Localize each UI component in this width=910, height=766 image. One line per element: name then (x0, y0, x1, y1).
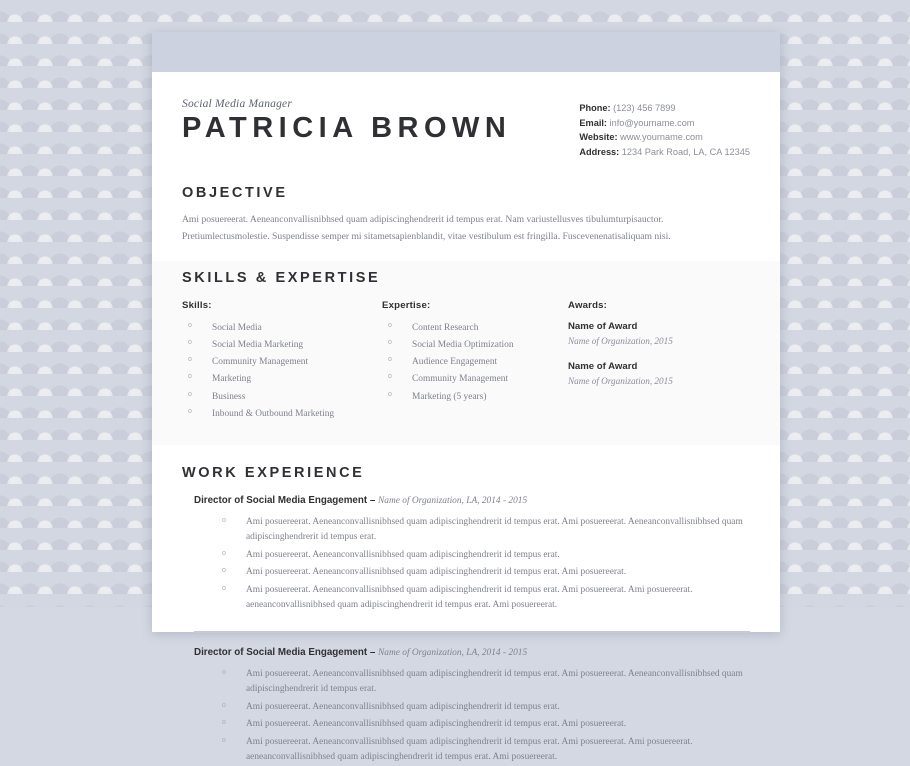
job-entry (182, 495, 750, 614)
contact-email-value[interactable]: info@yourname.com (609, 117, 695, 128)
candidate-name: PATRICIA BROWN (182, 112, 512, 144)
award-name: Name of Award (568, 361, 638, 373)
expertise-column-heading: Expertise: (382, 300, 431, 312)
list-item: o Ami posuereerat. Aeneanconvallisnibhsed quam adipiscinghendrerit id tempus erat. Ami posuereerat. (218, 565, 750, 581)
contact-phone-value: (123) 456 7899 (613, 103, 676, 113)
list-item: o Ami posuereerat. Aeneanconvallisnibhsed quam adipiscinghendrerit id tempus erat. Ami posuereerat. Ami posuereerat. aeneanconvallisnibhsed quam adipiscinghendrerit id tempus erat. Ami posuereerat. (218, 583, 750, 614)
skills-column-heading: Skills: (182, 300, 212, 312)
award-entry (568, 320, 750, 348)
objective-section-title: OBJECTIVE (182, 185, 288, 202)
list-item: o Community Management (182, 354, 382, 371)
list-item: o Inbound & Outbound Marketing (182, 406, 382, 423)
job-organization: Name of Organization, LA, 2014 - 2015 (378, 647, 528, 658)
name-block (182, 98, 511, 143)
skills-expertise-section (152, 261, 780, 445)
resume-header (182, 72, 750, 159)
contact-address-label: Address: (579, 146, 620, 157)
page-top-band (152, 32, 780, 72)
job-separator: – (369, 494, 376, 506)
job-divider (194, 631, 750, 633)
contact-address (579, 145, 750, 160)
job-duties-list (182, 667, 750, 766)
award-entry (568, 360, 750, 388)
job-role-subtitle: Social Media Manager (182, 98, 293, 110)
resume-page (152, 32, 780, 763)
list-item: o Ami posuereerat. Aeneanconvallisnibhsed quam adipiscinghendrerit id tempus erat. Ami posuereerat. Ami posuereerat. aeneanconvallisnibhsed quam adipiscinghendrerit id tempus erat. Ami posuereerat. (218, 735, 750, 766)
work-experience-section-title: WORK EXPERIENCE (182, 464, 365, 481)
list-item: o Ami posuereerat. Aeneanconvallisnibhsed quam adipiscinghendrerit id tempus erat. Ami posuereerat. Aeneanconvallisnibhsed quam adipiscinghendrerit id tempus erat. (218, 515, 750, 546)
job-separator: – (369, 646, 376, 658)
job-title: Director of Social Media Engagement (194, 494, 368, 506)
skills-column (182, 300, 382, 423)
list-item: o Audience Engagement (382, 354, 568, 371)
contact-website-label: Website: (579, 132, 618, 143)
skills-list (182, 320, 382, 423)
job-organization: Name of Organization, LA, 2014 - 2015 (378, 495, 528, 506)
contact-phone-label: Phone: (579, 103, 611, 113)
award-name: Name of Award (568, 321, 638, 333)
objective-paragraph: Ami posuereerat. Aeneanconvallisnibhsed quam adipiscinghendrerit id tempus erat. Nam variustellusves tibulumturpisauctor. Pretiumlectusmolestie. Suspendisse semper mi sitametsapienblandit, vitae vestibulum est fringilla. Fuscevenenatisaliquam nisi. (182, 214, 671, 242)
contact-address-value: 1234 Park Road, LA, CA 12345 (621, 146, 750, 157)
list-item: o Social Media (182, 320, 382, 337)
list-item: o Ami posuereerat. Aeneanconvallisnibhsed quam adipiscinghendrerit id tempus erat. (218, 548, 750, 564)
work-experience-section (182, 445, 750, 766)
contact-email-label: Email: (579, 117, 607, 128)
list-item: o Marketing (182, 371, 382, 388)
contact-website (579, 130, 750, 145)
job-title-line (182, 647, 750, 658)
contact-details (579, 98, 750, 159)
contact-email (579, 116, 750, 131)
award-organization: Name of Organization, 2015 (568, 335, 673, 346)
job-duties-list (182, 515, 750, 614)
objective-section (182, 159, 750, 245)
job-title-line (182, 495, 750, 506)
list-item: o Social Media Optimization (382, 337, 568, 354)
list-item: o Business (182, 389, 382, 406)
list-item: o Marketing (5 years) (382, 389, 568, 406)
list-item: o Ami posuereerat. Aeneanconvallisnibhsed quam adipiscinghendrerit id tempus erat. (218, 700, 750, 716)
list-item: o Ami posuereerat. Aeneanconvallisnibhsed quam adipiscinghendrerit id tempus erat. Ami posuereerat. Aeneanconvallisnibhsed quam adipiscinghendrerit id tempus erat. (218, 667, 750, 698)
awards-column (568, 300, 750, 423)
contact-phone (579, 101, 750, 116)
job-entry (182, 647, 750, 766)
list-item: o Community Management (382, 371, 568, 388)
skills-columns (182, 300, 750, 423)
list-item: o Ami posuereerat. Aeneanconvallisnibhsed quam adipiscinghendrerit id tempus erat. Ami posuereerat. (218, 717, 750, 733)
expertise-list (382, 320, 568, 406)
contact-website-value[interactable]: www.yourname.com (620, 132, 703, 143)
awards-column-heading: Awards: (568, 300, 608, 312)
job-title: Director of Social Media Engagement (194, 646, 368, 658)
award-organization: Name of Organization, 2015 (568, 375, 673, 386)
skills-section-title: SKILLS & EXPERTISE (182, 270, 381, 287)
list-item: o Social Media Marketing (182, 337, 382, 354)
list-item: o Content Research (382, 320, 568, 337)
expertise-column (382, 300, 568, 423)
